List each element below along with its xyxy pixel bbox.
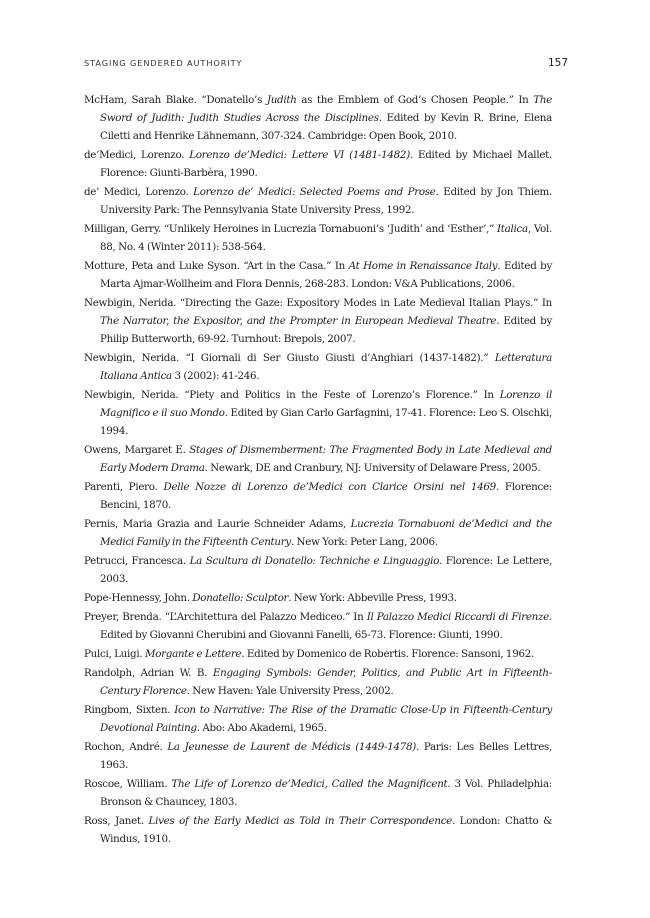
entry-title-italic: The Sword of Judith: Judith Studies Across the Disciplines (100, 94, 553, 124)
entry-text: Ross, Janet. (84, 815, 149, 827)
bibliography-entry (84, 664, 552, 700)
entry-text: . London: Chatto & Windus, 1910. (100, 815, 553, 845)
bibliography-entry (84, 257, 552, 293)
entry-text: . Florence: Le Lettere, 2003. (100, 555, 552, 585)
entry-text: . New York: Peter Lang, 2006. (290, 536, 438, 548)
entry-text: Pope-Hennessy, John. (84, 592, 193, 604)
entry-text: Pulci, Luigi. (84, 648, 145, 660)
entry-text: McHam, Sarah Blake. “Donatello’s (84, 94, 267, 106)
entry-text: . Abo: Abo Akademi, 1965. (196, 722, 327, 734)
entry-title-italic: Donatello: Sculptor (192, 592, 289, 604)
bibliography-entry (84, 589, 552, 607)
entry-text: Pernis, Maria Grazia and Laurie Schneider Adams, (84, 518, 351, 530)
entry-title-italic: Engaging Symbols: Gender, Politics, and Public Art in Fifteenth-Century Florence (100, 667, 552, 697)
entry-text: . Edited by Marta Ajmar-Wollheim and Flora Dennis, 268-283. London: V&A Publications, 2006. (100, 260, 552, 290)
entry-title-italic: Morgante e Lettere (144, 648, 242, 660)
entry-text: . Edited by Gian Carlo Garfagnini, 17-41. Florence: Leo S. Olschki, 1994. (100, 407, 552, 437)
bibliography-list (84, 91, 552, 849)
bibliography-entry (84, 515, 552, 551)
entry-title-italic: The Life of Lorenzo de’Medici, Called the Magnificent (171, 778, 448, 790)
bibliography-entry (84, 220, 552, 256)
entry-text: . Edited by Giovanni Cherubini and Giovanni Fanelli, 65-73. Florence: Giunti, 1990. (100, 611, 552, 641)
entry-text: . New York: Abbeville Press, 1993. (288, 592, 457, 604)
bibliography-entry (84, 738, 552, 774)
entry-text: . New Haven: Yale University Press, 2002. (186, 685, 394, 697)
entry-text: . 3 Vol. Philadelphia: Bronson & Chauncey, 1803. (100, 778, 552, 808)
entry-text: Motture, Peta and Luke Syson. “Art in the Casa.” In (84, 260, 349, 272)
bibliography-entry (84, 91, 552, 145)
entry-text: , Vol. 88, No. 4 (Winter 2011): 538-564. (100, 223, 552, 253)
entry-text: . Florence: Bencini, 1870. (100, 481, 552, 511)
entry-title-italic: Icon to Narrative: The Rise of the Dramatic Close-Up in Fifteenth-Century Devotional Painting (100, 704, 552, 734)
bibliography-entry (84, 183, 552, 219)
bibliography-entry (84, 294, 552, 348)
entry-text: . Edited by Jon Thiem. University Park: The Pennsylvania State University Press, 1992. (100, 186, 552, 216)
entry-title-italic: La Jeunesse de Laurent de Médicis (1449-1478) (167, 741, 417, 753)
entry-title-italic: Judith (266, 94, 297, 106)
entry-text: Ringbom, Sixten. (84, 704, 175, 716)
bibliography-entry (84, 552, 552, 588)
bibliography-entry (84, 146, 552, 182)
entry-text: Owens, Margaret E. (84, 444, 190, 456)
entry-text: Milligan, Gerry. “Unlikely Heroines in Lucrezia Tornabuoni’s ‘Judith’ and ‘Esther’,” (84, 223, 498, 235)
entry-text: 3 (2002): 41-246. (171, 370, 260, 382)
bibliography-entry (84, 812, 552, 848)
entry-text: Preyer, Brenda. “L’Architettura del Palazzo Mediceo.” In (84, 611, 367, 623)
entry-title-italic: Lorenzo de’ Medici: Selected Poems and Prose (193, 186, 436, 198)
entry-text: . Edited by Kevin R. Brine, Elena Ciletti and Henrike Lähnemann, 307-324. Cambridge: Open Book, 2010. (100, 112, 552, 142)
bibliography-entry (84, 645, 552, 663)
bibliography-entry (84, 775, 552, 811)
bibliography-entry (84, 349, 552, 385)
entry-title-italic: Italica (497, 223, 528, 235)
entry-title-italic: Stages of Dismemberment: The Fragmented Body in Late Medieval and Early Modern Drama (100, 444, 552, 474)
entry-text: . Edited by Michael Mallet. Florence: Giunti-Barbèra, 1990. (100, 149, 552, 179)
bibliography-entry (84, 701, 552, 737)
entry-text: Petrucci, Francesca. (84, 555, 190, 567)
running-head-title: STAGING GENDERED AUTHORITY (84, 58, 243, 68)
entry-text: Rochon, André. (84, 741, 168, 753)
entry-title-italic: Delle Nozze di Lorenzo de’Medici con Clarice Orsini nel 1469 (163, 481, 496, 493)
entry-text: Parenti, Piero. (84, 481, 164, 493)
entry-text: de’ Medici, Lorenzo. (84, 186, 194, 198)
entry-text: Newbigin, Nerida. “Piety and Politics in the Feste of Lorenzo’s Florence.” In (84, 389, 500, 401)
entry-title-italic: The Narrator, the Expositor, and the Prompter in European Medieval Theatre (100, 315, 497, 327)
entry-title-italic: Il Palazzo Medici Riccardi di Firenze (366, 611, 549, 623)
entry-text: . Edited by Domenico de Robertis. Florence: Sansoni, 1962. (241, 648, 534, 660)
entry-text: . Edited by Philip Butterworth, 69-92. Turnhout: Brepols, 2007. (100, 315, 552, 345)
entry-title-italic: Lives of the Early Medici as Told in Their Correspondence (148, 815, 452, 827)
entry-text: . Newark, DE and Cranbury, NJ: University of Delaware Press, 2005. (204, 462, 541, 474)
bibliography-entry (84, 441, 552, 477)
running-head (84, 57, 568, 69)
entry-text: Newbigin, Nerida. “Directing the Gaze: Expository Modes in Late Medieval Italian Plays.” In (84, 297, 552, 309)
entry-text: de’Medici, Lorenzo. (84, 149, 190, 161)
entry-text: as the Emblem of God’s Chosen People.” In (296, 94, 534, 106)
bibliography-entry (84, 386, 552, 440)
entry-title-italic: Lucrezia Tornabuoni de’Medici and the Medici Family in the Fifteenth Century (100, 518, 552, 548)
entry-title-italic: At Home in Renaissance Italy (348, 260, 498, 272)
entry-text: Randolph, Adrian W. B. (84, 667, 213, 679)
entry-title-italic: Letteratura Italiana Antica (100, 352, 552, 382)
entry-text: Newbigin, Nerida. “I Giornali di Ser Giusto Giusti d’Anghiari (1437-1482).” (84, 352, 495, 364)
entry-title-italic: La Scultura di Donatello: Techniche e Linguaggio (189, 555, 440, 567)
bibliography-entry (84, 608, 552, 644)
bibliography-entry (84, 478, 552, 514)
entry-text: . Paris: Les Belles Lettres, 1963. (100, 741, 552, 771)
entry-title-italic: Lorenzo de’Medici: Lettere VI (1481-1482) (189, 149, 410, 161)
entry-text: Roscoe, William. (84, 778, 172, 790)
entry-title-italic: Lorenzo il Magnifico e il suo Mondo (100, 389, 553, 419)
page-number: 157 (547, 57, 568, 69)
